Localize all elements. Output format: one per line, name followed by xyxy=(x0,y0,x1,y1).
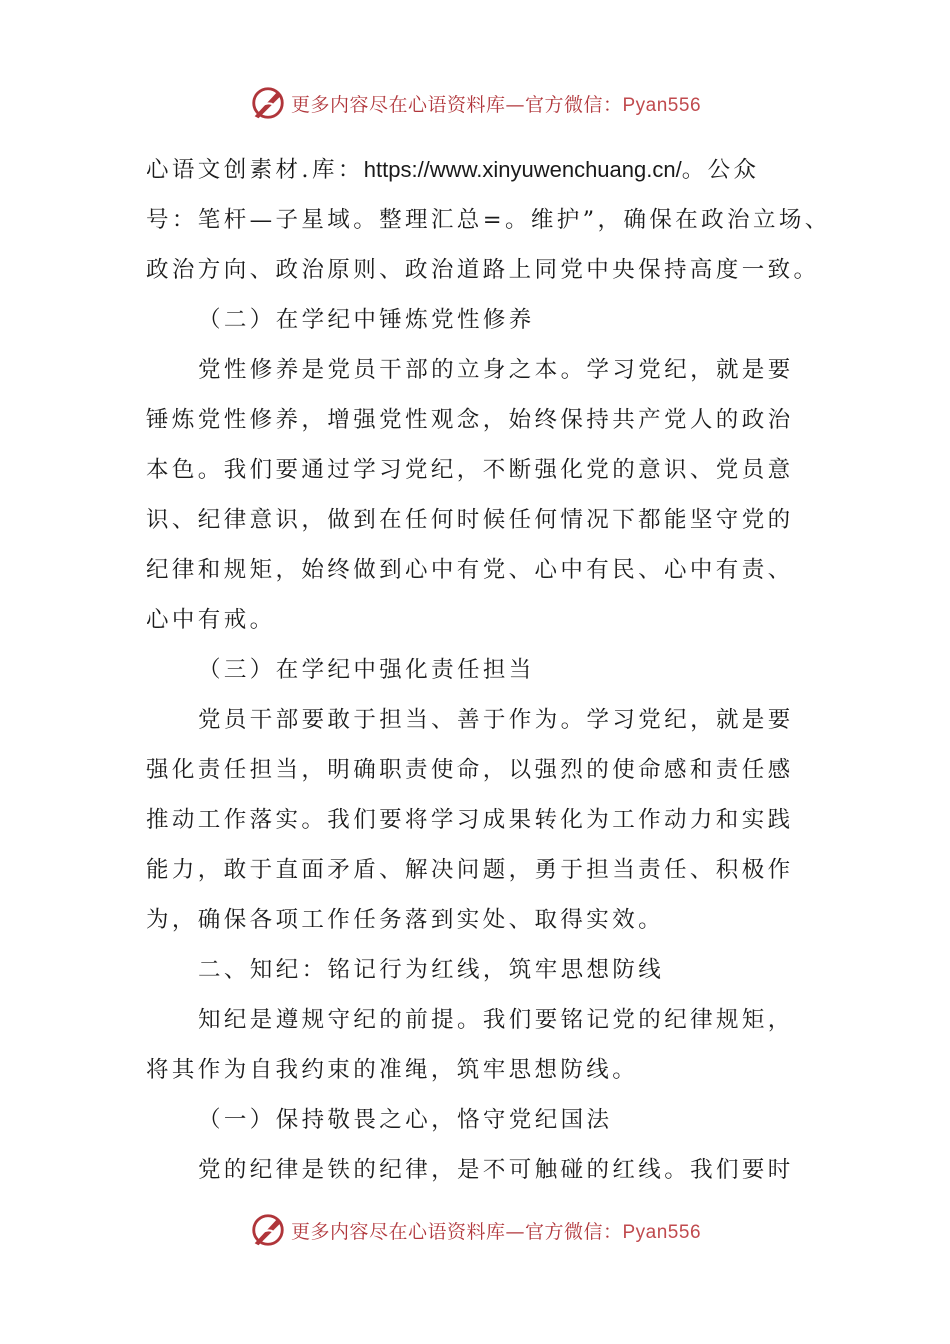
watermark-wechat-id: Pyan556 xyxy=(622,94,702,116)
pen-logo-icon xyxy=(249,84,287,122)
text-line: 本色。我们要通过学习党纪，不断强化党的意识、党员意 xyxy=(146,457,794,483)
document-body xyxy=(146,145,831,1195)
text-line: 推动工作落实。我们要将学习成果转化为工作动力和实践 xyxy=(146,807,794,833)
paragraph-start: 党员干部要敢于担当、善于作为。学习党纪，就是要 xyxy=(198,707,794,733)
text-line: 锤炼党性修养，增强党性观念，始终保持共产党人的政治 xyxy=(146,407,794,433)
section-heading: 二、知纪：铭记行为红线，筑牢思想防线 xyxy=(198,957,665,983)
watermark-wechat-id: Pyan556 xyxy=(622,1221,702,1243)
text-line: 心中有戒。 xyxy=(146,607,276,633)
watermark-text xyxy=(291,1217,701,1244)
website-url: https://www.xinyuwenchuang.cn/ xyxy=(363,157,682,182)
text-line xyxy=(146,145,826,195)
text-line: 识、纪律意识，做到在任何时候任何情况下都能坚守党的 xyxy=(146,507,794,533)
text-line: 纪律和规矩，始终做到心中有党、心中有民、心中有责、 xyxy=(146,557,794,583)
paragraph-start: 知纪是遵规守纪的前提。我们要铭记党的纪律规矩， xyxy=(198,1007,794,1033)
text-line: 政治方向、政治原则、政治道路上同党中央保持高度一致。 xyxy=(146,257,820,283)
watermark-label: 更多内容尽在心语资料库—官方微信： xyxy=(290,93,623,116)
text-segment: 。公众 xyxy=(681,157,760,183)
text-line: 将其作为自我约束的准绳，筑牢思想防线。 xyxy=(146,1057,639,1083)
pen-logo-icon xyxy=(249,1211,287,1249)
paragraph-start: 党性修养是党员干部的立身之本。学习党纪，就是要 xyxy=(198,357,794,383)
watermark-label: 更多内容尽在心语资料库—官方微信： xyxy=(290,1220,623,1243)
watermark-text xyxy=(291,90,701,117)
footer-watermark xyxy=(0,1205,950,1255)
section-heading: （三）在学纪中强化责任担当 xyxy=(198,657,535,683)
text-segment: 心语文创素材.库： xyxy=(146,157,364,183)
text-line: 为，确保各项工作任务落到实处、取得实效。 xyxy=(146,907,665,933)
paragraph-start: 党的纪律是铁的纪律，是不可触碰的红线。我们要时 xyxy=(198,1157,794,1183)
section-heading: （一）保持敬畏之心，恪守党纪国法 xyxy=(198,1107,613,1133)
text-line: 能力，敢于直面矛盾、解决问题，勇于担当责任、积极作 xyxy=(146,857,794,883)
text-line: 强化责任担当，明确职责使命，以强烈的使命感和责任感 xyxy=(146,757,794,783)
header-watermark xyxy=(0,78,950,128)
text-line: 号：笔杆—子星域。整理汇总=。维护”，确保在政治立场、 xyxy=(146,207,831,233)
section-heading: （二）在学纪中锤炼党性修养 xyxy=(198,307,535,333)
